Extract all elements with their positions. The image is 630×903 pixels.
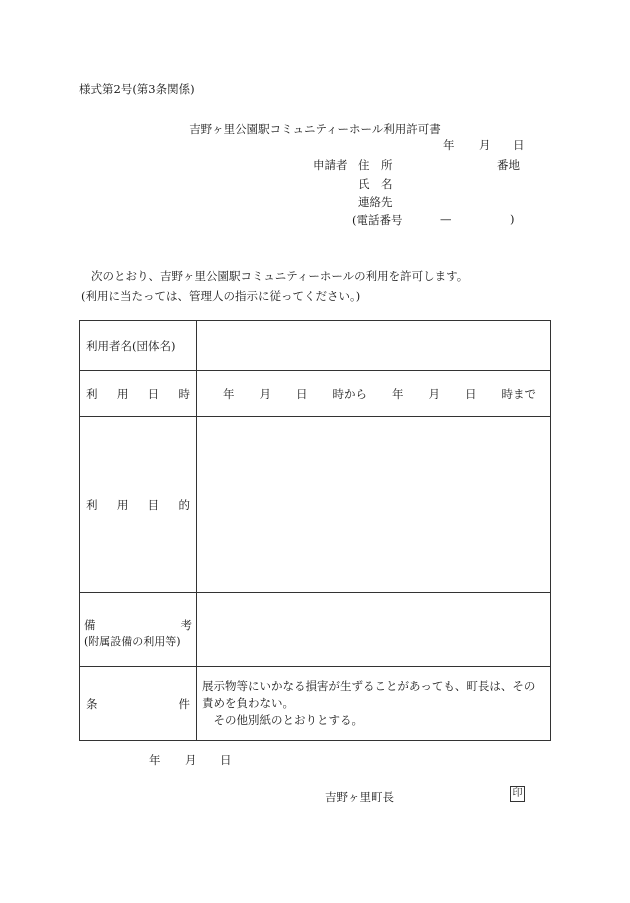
name-label: 氏 名	[358, 177, 393, 191]
start-year: 年	[223, 386, 235, 401]
instruction-note: (利用に当たっては、管理人の指示に従ってください。)	[81, 289, 361, 303]
purpose-label	[80, 417, 197, 593]
applicant-label: 申請者	[313, 158, 348, 172]
table-row-user-name	[80, 321, 551, 371]
label-char: 件	[178, 696, 190, 711]
contact-label: 連絡先	[358, 195, 393, 209]
start-day: 日	[296, 386, 308, 401]
seal-stamp: 印	[510, 786, 525, 802]
permit-table	[79, 320, 551, 741]
phone-close-paren: )	[510, 212, 515, 226]
user-name-value	[197, 321, 551, 371]
datetime-label	[80, 371, 197, 417]
end-month: 月	[428, 386, 440, 401]
conditions-label	[80, 667, 197, 741]
remarks-sub-label: (附属設備の利用等)	[84, 634, 181, 648]
label-char: 的	[178, 497, 190, 512]
label-char: 用	[116, 386, 129, 401]
label-char: 時	[178, 386, 190, 401]
end-year: 年	[392, 386, 404, 401]
remarks-value	[197, 593, 551, 667]
issue-day-label: 日	[220, 753, 232, 767]
label-char: 利	[86, 386, 98, 401]
user-name-label: 利用者名(団体名)	[80, 321, 197, 371]
table-row-datetime	[80, 371, 551, 417]
end-day: 日	[465, 386, 477, 401]
label-char: 目	[147, 497, 160, 512]
table-row-remarks	[80, 593, 551, 667]
date-year-label: 年	[443, 138, 455, 152]
purpose-value	[197, 417, 551, 593]
label-char: 備	[84, 617, 96, 632]
issue-month-label: 月	[185, 753, 197, 767]
label-char: 用	[116, 497, 129, 512]
conditions-text-other: その他別紙のとおりとする。	[202, 713, 363, 727]
table-row-conditions	[80, 667, 551, 741]
phone-dash: —	[440, 212, 452, 226]
start-time: 時から	[332, 386, 367, 401]
label-char: 日	[147, 386, 160, 401]
end-time: 時まで	[501, 386, 536, 401]
mayor-title: 吉野ヶ里町長	[325, 790, 394, 804]
conditions-value	[197, 667, 551, 741]
conditions-text: 展示物等にいかなる損害が生ずることがあっても、町長は、その責めを負わない。	[202, 679, 536, 710]
table-row-purpose	[80, 417, 551, 593]
document-title: 吉野ヶ里公園駅コミュニティーホール利用許可書	[189, 122, 441, 136]
date-month-label: 月	[479, 138, 491, 152]
banchi-label: 番地	[497, 158, 520, 172]
phone-number-label: (電話番号	[352, 213, 403, 227]
datetime-value	[197, 371, 551, 417]
remarks-label	[80, 593, 197, 667]
permission-statement: 次のとおり、吉野ヶ里公園駅コミュニティーホールの利用を許可します。	[91, 269, 469, 283]
label-char: 利	[86, 497, 98, 512]
date-day-label: 日	[513, 138, 525, 152]
label-char: 考	[180, 617, 192, 632]
form-number: 様式第2号(第3条関係)	[79, 82, 195, 96]
label-char: 条	[86, 696, 98, 711]
issue-year-label: 年	[149, 753, 161, 767]
address-label: 住 所	[358, 158, 393, 172]
start-month: 月	[259, 386, 271, 401]
